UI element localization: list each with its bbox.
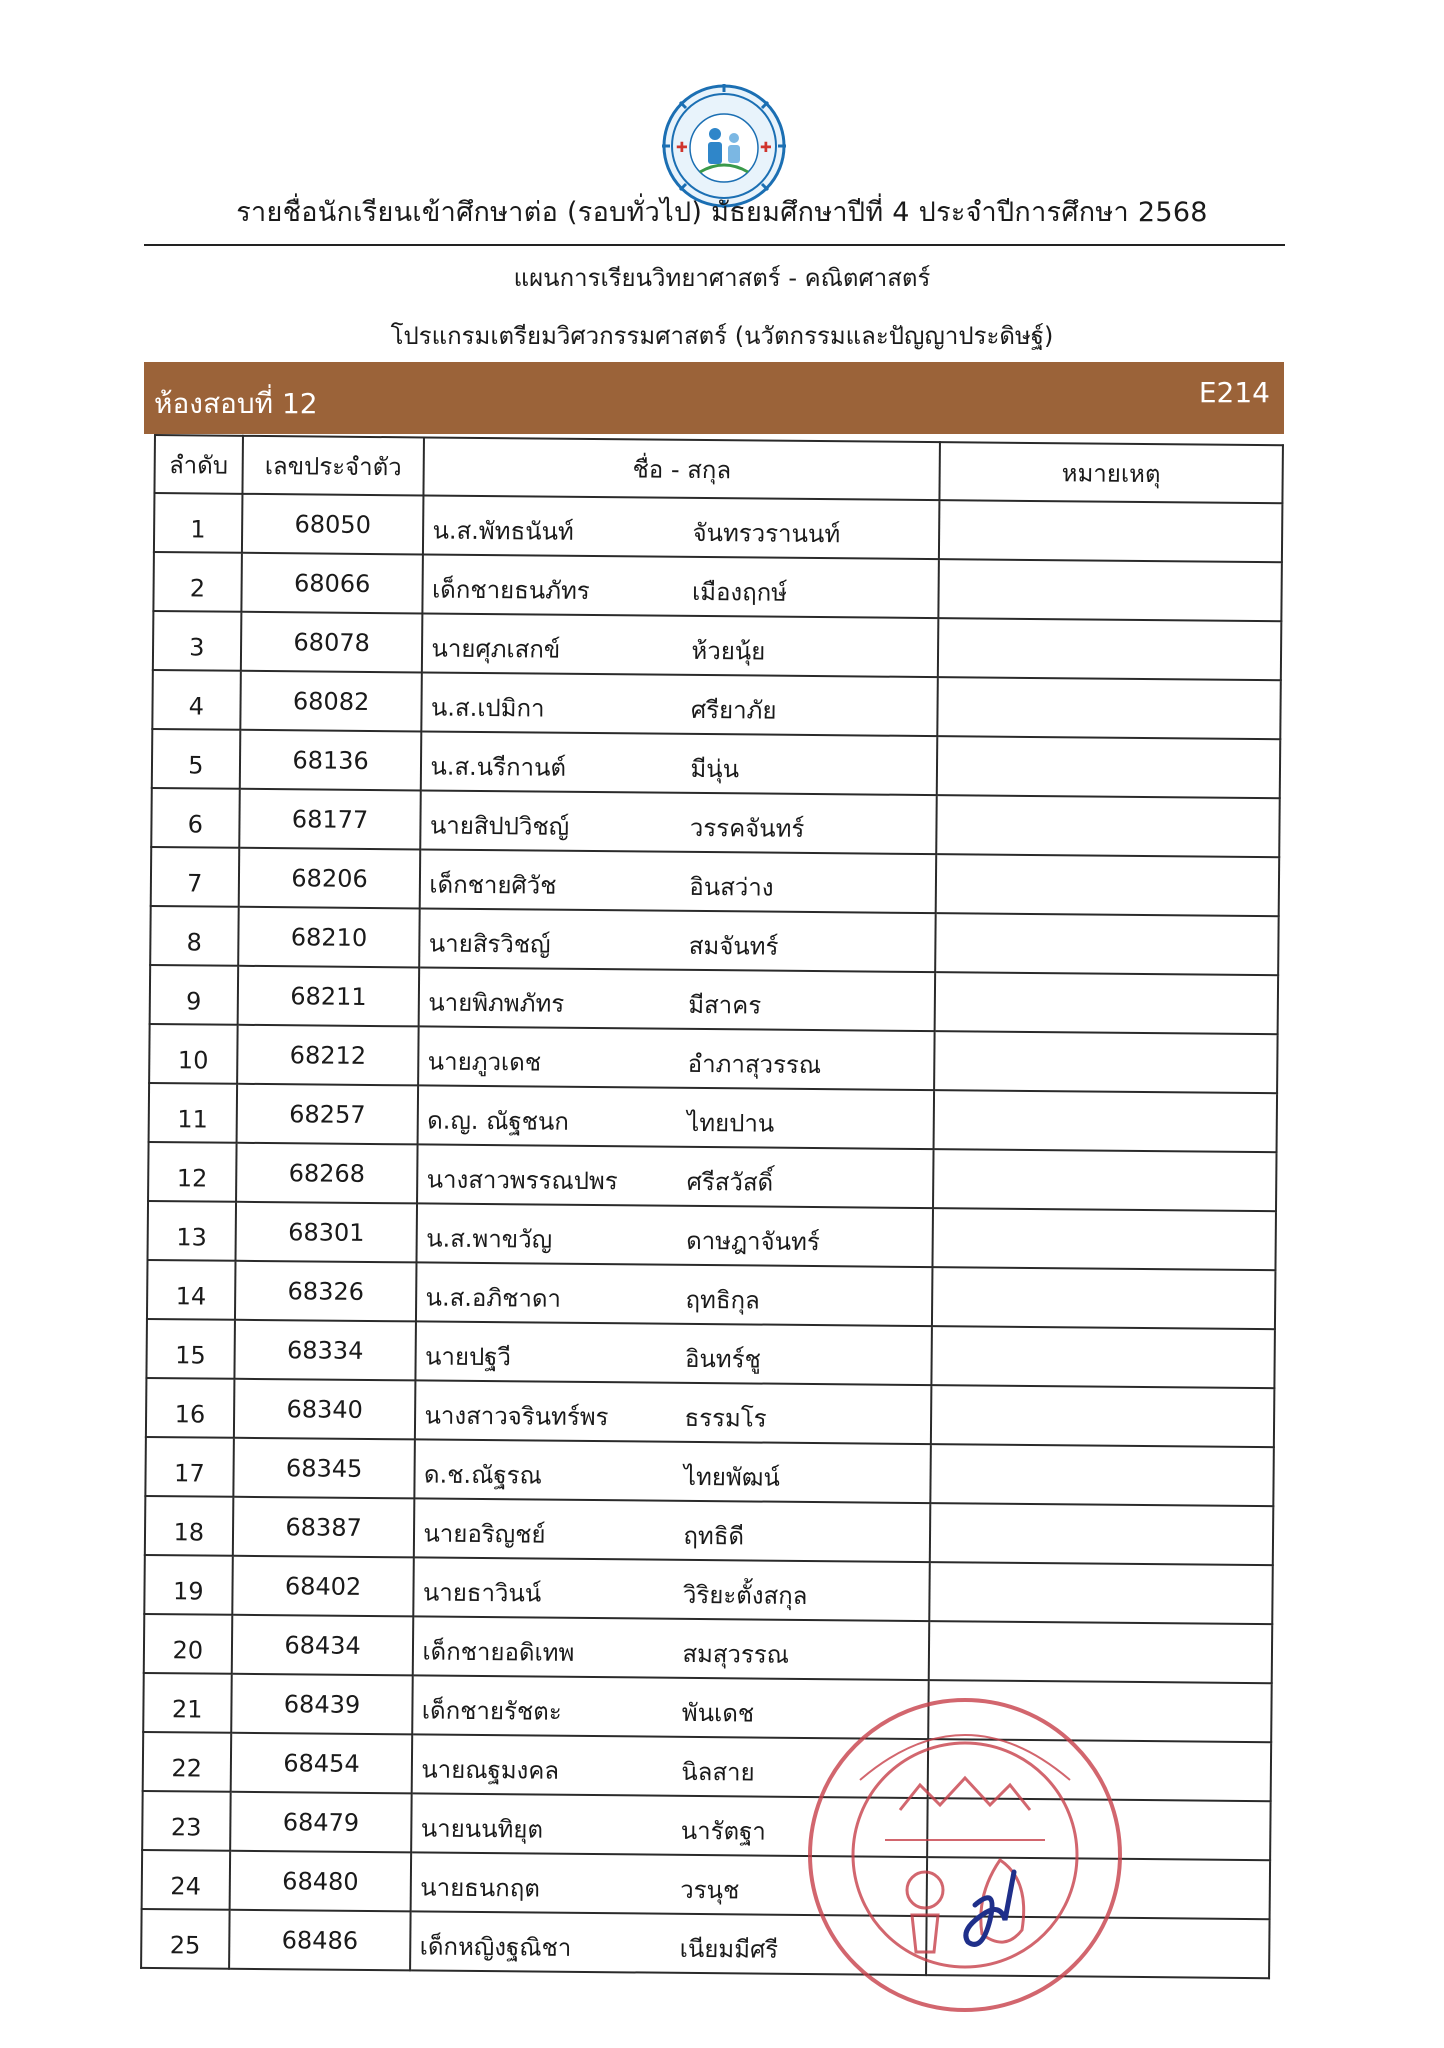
last-name: วิริยะตั้งสกุล bbox=[682, 1580, 808, 1610]
table-row bbox=[152, 729, 1280, 798]
row-number bbox=[150, 965, 238, 1025]
row-number-text: 3 bbox=[189, 632, 205, 661]
student-id: 68439 bbox=[231, 1674, 413, 1735]
first-name: น.ส.เปมิกา bbox=[430, 693, 545, 723]
row-number bbox=[151, 847, 239, 907]
row-number-text: 11 bbox=[177, 1104, 209, 1134]
student-name bbox=[416, 1262, 932, 1326]
student-id: 68434 bbox=[231, 1615, 413, 1676]
student-name bbox=[417, 1203, 933, 1267]
study-plan: แผนการเรียนวิทยาศาสตร์ - คณิตศาสตร์ bbox=[513, 264, 931, 292]
student-id: 68050 bbox=[242, 494, 424, 555]
last-name: ฤทธิกุล bbox=[685, 1285, 760, 1315]
student-name bbox=[421, 790, 937, 854]
row-number bbox=[153, 611, 241, 671]
last-name: อำภาสุวรรณ bbox=[687, 1049, 822, 1080]
student-id: 68268 bbox=[236, 1143, 418, 1204]
row-number-text: 21 bbox=[171, 1694, 203, 1723]
row-number-text: 1 bbox=[190, 514, 206, 543]
first-name: นายอริญชย์ bbox=[423, 1519, 546, 1549]
row-number-text: 9 bbox=[185, 986, 202, 1015]
last-name: มีนุ่น bbox=[690, 754, 740, 784]
student-id: 68177 bbox=[239, 789, 421, 850]
student-id: 68326 bbox=[235, 1261, 417, 1322]
row-number bbox=[152, 670, 240, 730]
last-name: ห้วยนุ้ย bbox=[691, 636, 766, 666]
row-number bbox=[145, 1437, 233, 1497]
last-name: ศรียาภัย bbox=[690, 695, 777, 725]
last-name: จันทรวรานนท์ bbox=[692, 518, 841, 549]
header-note: หมายเหตุ bbox=[939, 442, 1283, 503]
note-cell bbox=[936, 854, 1280, 916]
student-name bbox=[420, 908, 936, 972]
student-name bbox=[422, 672, 938, 736]
note-cell bbox=[934, 972, 1278, 1034]
first-name: น.ส.พาขวัญ bbox=[426, 1224, 553, 1254]
first-name: นายศุภเสกข์ bbox=[431, 634, 561, 664]
exam-room-label: ห้องสอบที่ 12 bbox=[154, 387, 318, 420]
row-number-text: 16 bbox=[174, 1399, 206, 1429]
header-id: เลขประจำตัว bbox=[242, 436, 424, 496]
student-id: 68212 bbox=[237, 1025, 419, 1086]
student-id: 68206 bbox=[238, 848, 420, 909]
note-cell bbox=[932, 1208, 1276, 1270]
school-stamp bbox=[800, 1690, 1130, 2020]
note-cell bbox=[938, 618, 1282, 680]
row-number-text: 25 bbox=[169, 1930, 201, 1959]
row-number-text: 14 bbox=[175, 1281, 207, 1311]
last-name: ฤทธิดี bbox=[683, 1521, 745, 1551]
row-number bbox=[142, 1850, 230, 1910]
student-name bbox=[414, 1557, 930, 1621]
student-id: 68345 bbox=[233, 1438, 415, 1499]
table-row bbox=[148, 1201, 1276, 1270]
first-name: ด.ช.ณัฐรณ bbox=[423, 1460, 542, 1490]
last-name: นิลสาย bbox=[681, 1757, 755, 1787]
first-name: เด็กชายศิวัช bbox=[429, 870, 557, 900]
table-row bbox=[149, 1083, 1277, 1152]
first-name: นางสาวจรินทร์พร bbox=[424, 1401, 609, 1432]
row-number bbox=[141, 1909, 229, 1969]
last-name: ไทยพัฒน์ bbox=[683, 1462, 780, 1492]
row-number bbox=[148, 1142, 236, 1202]
student-name bbox=[421, 731, 937, 795]
note-cell bbox=[939, 500, 1283, 562]
last-name: เนียมมีศรี bbox=[679, 1934, 779, 1964]
first-name: นายณฐมงคล bbox=[421, 1755, 560, 1785]
row-number-text: 19 bbox=[172, 1576, 204, 1605]
first-name: นายสิปปวิชญ์ bbox=[429, 811, 570, 841]
row-number-text: 7 bbox=[186, 868, 203, 897]
note-cell bbox=[938, 559, 1282, 621]
student-id: 68479 bbox=[230, 1792, 412, 1853]
row-number-text: 2 bbox=[189, 573, 206, 602]
exam-room-code: E214 bbox=[1198, 376, 1270, 409]
header-name: ชื่อ - สกุล bbox=[424, 437, 940, 500]
table-row bbox=[145, 1437, 1273, 1506]
note-cell bbox=[930, 1503, 1274, 1565]
row-number-text: 5 bbox=[188, 750, 204, 779]
row-number bbox=[144, 1555, 232, 1615]
row-number-text: 12 bbox=[176, 1163, 208, 1193]
table-row bbox=[151, 788, 1279, 857]
first-name: น.ส.นรีกานต์ bbox=[430, 752, 567, 782]
table-row bbox=[144, 1614, 1272, 1683]
first-name: นายภูวเดช bbox=[427, 1047, 542, 1077]
row-number bbox=[143, 1732, 231, 1792]
row-number bbox=[146, 1378, 234, 1438]
last-name: ศรีสวัสดิ์ bbox=[686, 1167, 774, 1197]
student-id: 68211 bbox=[237, 966, 419, 1027]
student-name bbox=[423, 554, 939, 618]
last-name: ดาษฎาจันทร์ bbox=[686, 1226, 820, 1257]
table-row bbox=[152, 670, 1280, 739]
first-name: นายสิรวิชญ์ bbox=[428, 929, 551, 959]
row-number bbox=[146, 1319, 234, 1379]
table-row bbox=[154, 493, 1282, 562]
row-number-text: 20 bbox=[172, 1635, 204, 1664]
table-row bbox=[144, 1555, 1272, 1624]
row-number bbox=[149, 1083, 237, 1143]
student-id: 68480 bbox=[229, 1851, 411, 1912]
first-name: นายธนกฤต bbox=[420, 1873, 541, 1903]
student-name bbox=[419, 967, 935, 1031]
row-number-text: 13 bbox=[176, 1222, 207, 1252]
table-row bbox=[153, 611, 1281, 680]
student-id: 68136 bbox=[239, 730, 421, 791]
title-divider bbox=[144, 244, 1285, 246]
first-name: นางสาวพรรณปพร bbox=[426, 1165, 618, 1196]
last-name: วรนุช bbox=[680, 1875, 740, 1905]
student-name bbox=[415, 1380, 931, 1444]
last-name: มีสาคร bbox=[688, 990, 762, 1020]
student-id: 68402 bbox=[232, 1556, 414, 1617]
row-number bbox=[147, 1260, 235, 1320]
last-name: นารัตฐา bbox=[680, 1816, 766, 1846]
row-number bbox=[153, 552, 241, 612]
student-id: 68486 bbox=[229, 1910, 411, 1971]
first-name: นายปฐวี bbox=[424, 1342, 512, 1372]
row-number-text: 6 bbox=[187, 809, 204, 838]
row-number-text: 8 bbox=[186, 927, 202, 956]
row-number bbox=[149, 1024, 237, 1084]
row-number-text: 24 bbox=[170, 1871, 202, 1900]
student-name bbox=[416, 1321, 932, 1385]
row-number bbox=[143, 1673, 231, 1733]
last-name: เมืองฤกษ์ bbox=[691, 577, 788, 607]
student-name bbox=[419, 1026, 935, 1090]
note-cell bbox=[935, 913, 1279, 975]
table-row bbox=[146, 1319, 1274, 1388]
note-cell bbox=[931, 1326, 1275, 1388]
student-name bbox=[420, 849, 936, 913]
student-id: 68387 bbox=[232, 1497, 414, 1558]
row-number-text: 18 bbox=[173, 1517, 205, 1546]
note-cell bbox=[929, 1562, 1273, 1624]
first-name: เด็กชายรัชตะ bbox=[421, 1696, 562, 1726]
svg-text:✚: ✚ bbox=[676, 140, 688, 156]
note-cell bbox=[937, 677, 1281, 739]
row-number bbox=[145, 1496, 233, 1556]
note-cell bbox=[934, 1031, 1278, 1093]
note-cell bbox=[931, 1385, 1275, 1447]
header-no: ลำดับ bbox=[154, 435, 242, 494]
svg-text:✚: ✚ bbox=[760, 140, 772, 156]
row-number-text: 23 bbox=[170, 1812, 202, 1841]
first-name: เด็กชายธนภัทร bbox=[431, 575, 590, 605]
note-cell bbox=[932, 1267, 1276, 1329]
row-number-text: 4 bbox=[188, 691, 205, 720]
table-row bbox=[149, 1024, 1277, 1093]
student-name bbox=[414, 1498, 930, 1562]
first-name: เด็กหญิงฐณิชา bbox=[419, 1932, 572, 1962]
row-number bbox=[154, 493, 242, 553]
table-row bbox=[145, 1496, 1273, 1565]
row-number bbox=[142, 1791, 230, 1851]
program-name: โปรแกรมเตรียมวิศวกรรมศาสตร์ (นวัตกรรมและปัญญาประดิษฐ์) bbox=[390, 322, 1054, 350]
first-name: น.ส.อภิชาดา bbox=[425, 1283, 562, 1313]
last-name: ธรรมโร bbox=[684, 1403, 767, 1433]
student-id: 68334 bbox=[234, 1320, 416, 1381]
note-cell bbox=[937, 736, 1281, 798]
note-cell bbox=[933, 1090, 1277, 1152]
table-row bbox=[151, 847, 1279, 916]
student-name bbox=[418, 1085, 934, 1149]
first-name: นายนนทิยุต bbox=[420, 1814, 544, 1844]
student-name bbox=[423, 495, 939, 559]
first-name: เด็กชายอดิเทพ bbox=[422, 1637, 575, 1667]
document-title: รายชื่อนักเรียนเข้าศึกษาต่อ (รอบทั่วไป) มัธยมศึกษาปีที่ 4 ประจำปีการศึกษา 2568 bbox=[236, 197, 1208, 228]
last-name: สมสุวรรณ bbox=[682, 1639, 790, 1669]
student-id: 68301 bbox=[235, 1202, 417, 1263]
first-name: ด.ญ. ณัฐชนก bbox=[427, 1106, 569, 1136]
row-number bbox=[144, 1614, 232, 1674]
row-number-text: 17 bbox=[174, 1458, 205, 1488]
last-name: อินสว่าง bbox=[689, 872, 774, 902]
last-name: พันเดช bbox=[681, 1698, 755, 1728]
note-cell bbox=[930, 1444, 1274, 1506]
note-cell bbox=[933, 1149, 1277, 1211]
table-row bbox=[153, 552, 1281, 621]
student-id: 68066 bbox=[241, 553, 423, 614]
student-name bbox=[413, 1616, 929, 1680]
note-cell bbox=[936, 795, 1280, 857]
row-number-text: 15 bbox=[175, 1340, 206, 1370]
student-id: 68257 bbox=[236, 1084, 418, 1145]
first-name: นายธาวินน์ bbox=[422, 1578, 542, 1608]
row-number bbox=[152, 729, 240, 789]
student-id: 68340 bbox=[234, 1379, 416, 1440]
row-number bbox=[148, 1201, 236, 1261]
student-id: 68210 bbox=[238, 907, 420, 968]
row-number bbox=[150, 906, 238, 966]
student-id: 68082 bbox=[240, 671, 422, 732]
last-name: อินทร์ชู bbox=[684, 1344, 762, 1374]
student-name bbox=[417, 1144, 933, 1208]
row-number bbox=[151, 788, 239, 848]
student-id: 68454 bbox=[230, 1733, 412, 1794]
last-name: วรรคจันทร์ bbox=[689, 813, 805, 843]
table-row bbox=[148, 1142, 1276, 1211]
last-name: ไทยปาน bbox=[687, 1108, 775, 1138]
student-id: 68078 bbox=[241, 612, 423, 673]
row-number-text: 10 bbox=[177, 1045, 209, 1075]
first-name: นายพิภพภัทร bbox=[428, 988, 565, 1018]
student-name bbox=[415, 1439, 931, 1503]
student-name bbox=[422, 613, 938, 677]
exam-room-bar bbox=[144, 362, 1284, 434]
table-header-row bbox=[154, 435, 1282, 503]
table-row bbox=[147, 1260, 1275, 1329]
table-row bbox=[146, 1378, 1274, 1447]
table-row bbox=[150, 965, 1278, 1034]
note-cell bbox=[929, 1621, 1273, 1683]
table-row bbox=[150, 906, 1278, 975]
last-name: สมจันทร์ bbox=[688, 931, 779, 961]
first-name: น.ส.พัทธนันท์ bbox=[432, 516, 574, 546]
row-number-text: 22 bbox=[171, 1753, 203, 1782]
